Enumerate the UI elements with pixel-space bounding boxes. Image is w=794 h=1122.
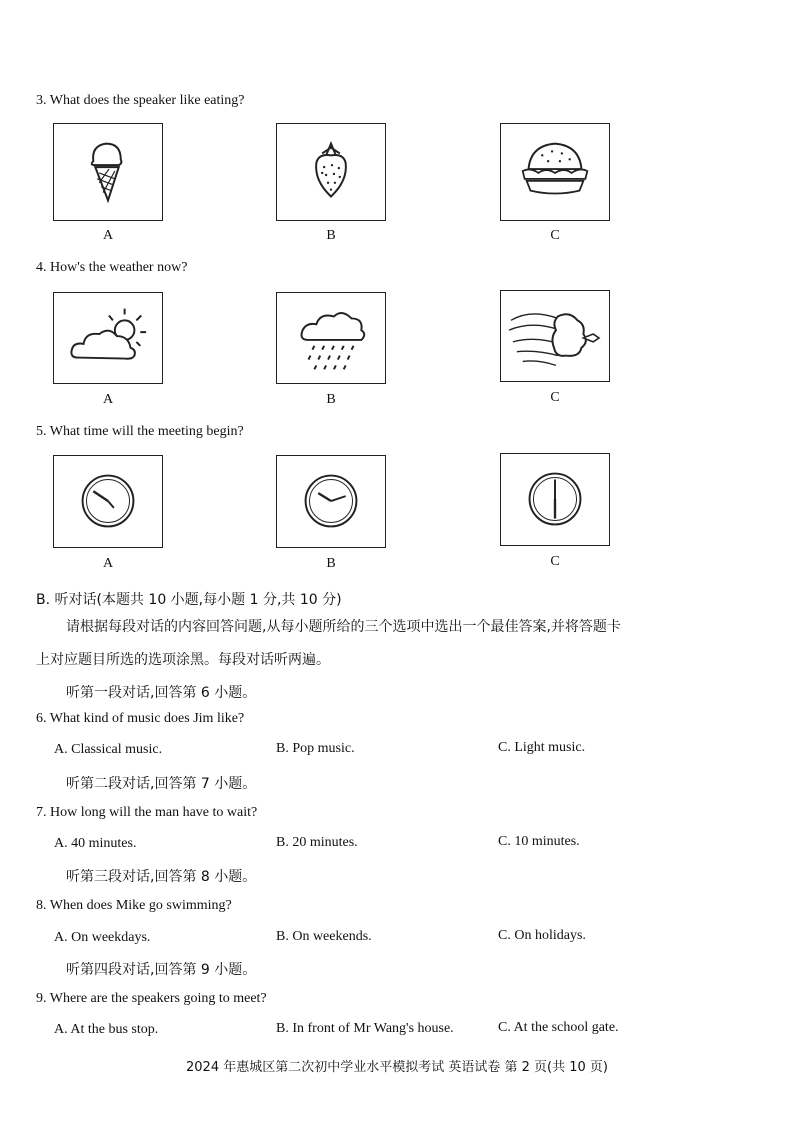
option-8a[interactable]: A. On weekdays. [54, 930, 151, 945]
clock-c-icon [501, 454, 609, 545]
option-7a[interactable]: A. 40 minutes. [54, 836, 137, 851]
question-9: 9. Where are the speakers going to meet? [36, 991, 267, 1006]
question-3: 3. What does the speaker like eating? [36, 93, 245, 108]
option-6c[interactable]: C. Light music. [498, 740, 586, 755]
page-footer: 2024 年惠城区第二次初中学业水平模拟考试 英语试卷 第 2 页(共 10 页) [186, 1060, 608, 1075]
option-9b[interactable]: B. In front of Mr Wang's house. [276, 1021, 454, 1036]
option-6a[interactable]: A. Classical music. [54, 742, 163, 757]
section-b-instruction-1: 请根据每段对话的内容回答问题,从每小题所给的三个选项中选出一个最佳答案,并将答题卡 [66, 619, 621, 635]
question-5: 5. What time will the meeting begin? [36, 424, 244, 439]
wind-icon [501, 291, 609, 381]
option-4b-picture[interactable] [276, 292, 386, 384]
strawberry-icon [277, 124, 385, 220]
clock-a-icon [54, 456, 162, 547]
option-label: A [102, 556, 114, 571]
option-label: B [326, 228, 336, 243]
option-label: C [550, 228, 560, 243]
dialog-intro: 听第四段对话,回答第 9 小题。 [66, 962, 257, 978]
option-3b-picture[interactable] [276, 123, 386, 221]
option-label: A [102, 392, 114, 407]
hamburger-icon [501, 124, 609, 220]
dialog-intro: 听第三段对话,回答第 8 小题。 [66, 869, 257, 885]
dialog-intro: 听第二段对话,回答第 7 小题。 [66, 776, 257, 792]
option-label: B [326, 392, 336, 407]
section-b-instruction-2: 上对应题目所选的选项涂黑。每段对话听两遍。 [36, 652, 330, 668]
option-7b[interactable]: B. 20 minutes. [276, 835, 358, 850]
option-5b-picture[interactable] [276, 455, 386, 548]
option-5a-picture[interactable] [53, 455, 163, 548]
option-4a-picture[interactable] [53, 292, 163, 384]
clock-b-icon [277, 456, 385, 547]
option-5c-picture[interactable] [500, 453, 610, 546]
option-9c[interactable]: C. At the school gate. [498, 1020, 619, 1035]
option-6b[interactable]: B. Pop music. [276, 741, 355, 756]
option-8b[interactable]: B. On weekends. [276, 929, 372, 944]
option-9a[interactable]: A. At the bus stop. [54, 1022, 159, 1037]
option-7c[interactable]: C. 10 minutes. [498, 834, 580, 849]
option-8c[interactable]: C. On holidays. [498, 928, 586, 943]
question-7: 7. How long will the man have to wait? [36, 805, 258, 820]
question-6: 6. What kind of music does Jim like? [36, 711, 245, 726]
option-label: A [102, 228, 114, 243]
cloudy-sun-icon [54, 293, 162, 383]
question-8: 8. When does Mike go swimming? [36, 898, 232, 913]
option-label: C [550, 390, 560, 405]
option-label: B [326, 556, 336, 571]
option-3c-picture[interactable] [500, 123, 610, 221]
ice-cream-icon [54, 124, 162, 220]
section-b-heading: B. 听对话(本题共 10 小题,每小题 1 分,共 10 分) [36, 592, 342, 608]
option-3a-picture[interactable] [53, 123, 163, 221]
rain-icon [277, 293, 385, 383]
option-label: C [550, 554, 560, 569]
dialog-intro: 听第一段对话,回答第 6 小题。 [66, 685, 257, 701]
option-4c-picture[interactable] [500, 290, 610, 382]
question-4: 4. How's the weather now? [36, 260, 188, 275]
